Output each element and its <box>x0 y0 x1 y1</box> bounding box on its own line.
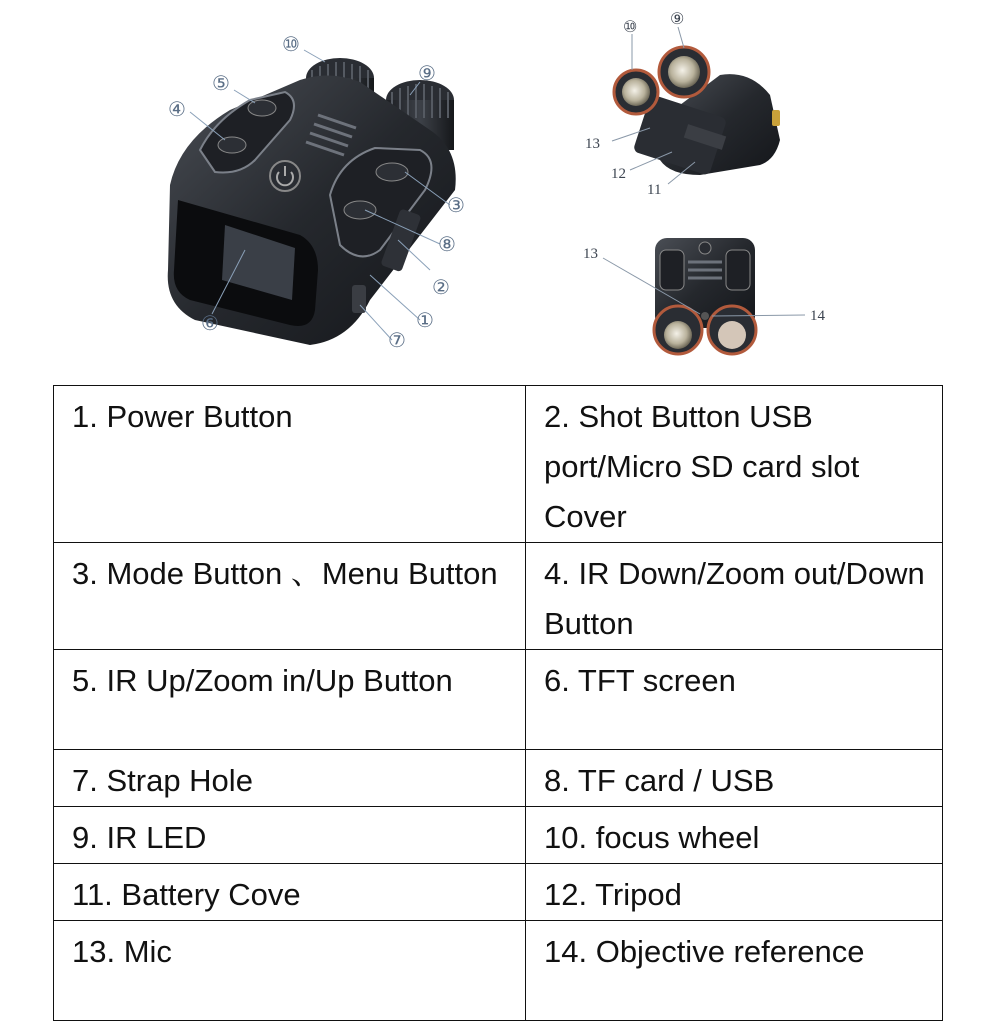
table-cell: 5. IR Up/Zoom in/Up Button <box>54 650 526 750</box>
main-binocular-illustration <box>168 58 456 345</box>
table-cell: 3. Mode Button 、Menu Button <box>54 543 526 650</box>
table-row <box>54 386 943 543</box>
callout-9-front: ⑨ <box>670 11 685 28</box>
table-cell: 2. Shot Button USB port/Micro SD card slot Cover <box>526 386 943 543</box>
callout-4: ④ <box>168 99 186 121</box>
callout-5: ⑤ <box>212 73 230 95</box>
table-row <box>54 650 943 750</box>
table-cell: 11. Battery Cove <box>54 864 526 921</box>
callout-1: ① <box>416 310 434 332</box>
callout-8: ⑧ <box>438 234 456 256</box>
table-cell: 14. Objective reference <box>526 921 943 1021</box>
callout-7: ⑦ <box>388 330 406 352</box>
callout-10-main: ⑩ <box>282 34 300 56</box>
table-cell: 12. Tripod <box>526 864 943 921</box>
table-cell: 6. TFT screen <box>526 650 943 750</box>
table-cell: 13. Mic <box>54 921 526 1021</box>
callout-2: ② <box>432 277 450 299</box>
callout-12: 12 <box>611 166 626 182</box>
table-row <box>54 864 943 921</box>
callout-9-main: ⑨ <box>418 63 436 85</box>
callout-14: 14 <box>810 308 825 324</box>
callout-13-front: 13 <box>585 136 600 152</box>
table-row <box>54 750 943 807</box>
front-view-illustration <box>614 47 780 176</box>
callout-11: 11 <box>647 182 662 198</box>
table-row <box>54 543 943 650</box>
table-row <box>54 921 943 1021</box>
product-figure <box>0 0 1001 380</box>
callout-13-top: 13 <box>583 246 598 262</box>
table-cell: 7. Strap Hole <box>54 750 526 807</box>
table-cell: 4. IR Down/Zoom out/Down Button <box>526 543 943 650</box>
table-cell: 1. Power Button <box>54 386 526 543</box>
callout-3: ③ <box>447 195 465 217</box>
table-cell: 9. IR LED <box>54 807 526 864</box>
callout-10-front: ⑩ <box>623 19 638 36</box>
callout-6: ⑥ <box>201 313 219 335</box>
table-row <box>54 807 943 864</box>
table-cell: 10. focus wheel <box>526 807 943 864</box>
table-cell: 8. TF card / USB <box>526 750 943 807</box>
parts-table <box>53 385 943 1021</box>
